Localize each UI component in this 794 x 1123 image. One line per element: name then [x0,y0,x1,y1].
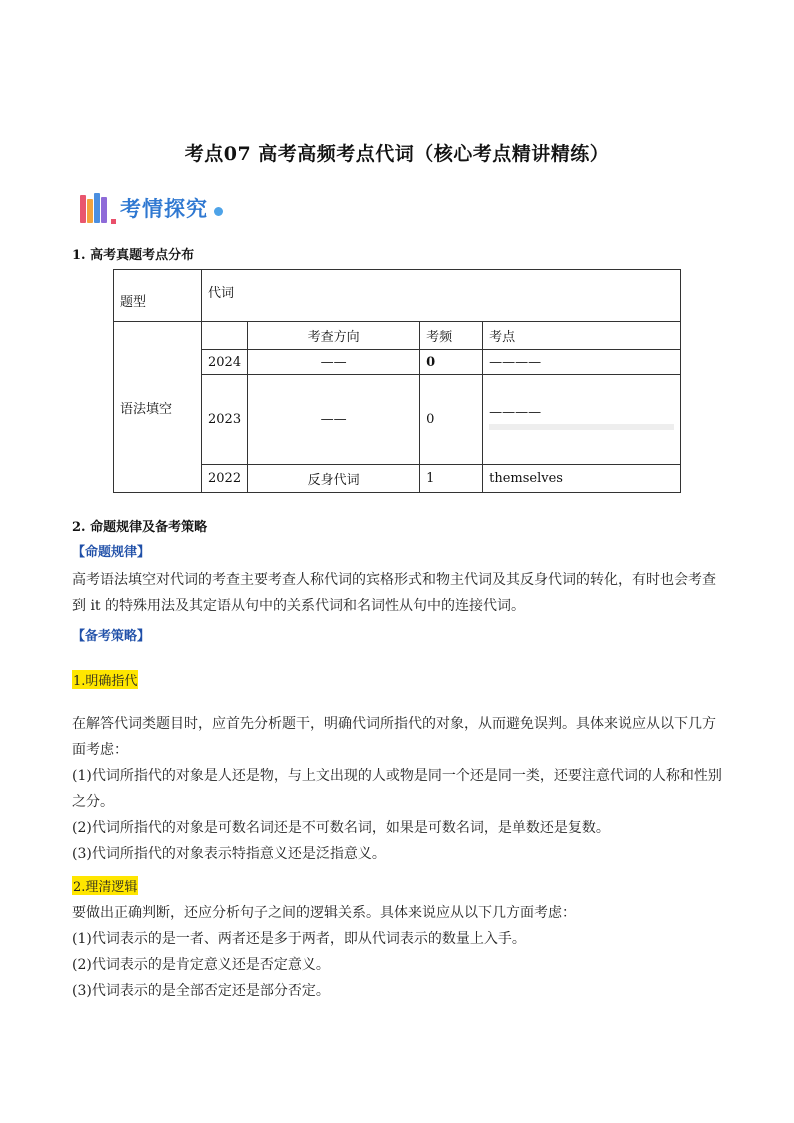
type-value: 代词 [202,270,681,322]
year-cell: 2024 [202,350,248,375]
year-cell: 2023 [202,375,248,465]
point2-body [72,900,726,1004]
frequency-cell: 1 [420,465,483,493]
year-cell: 2022 [202,465,248,493]
point2-title: 2.理清逻辑 [72,876,138,895]
point1-title: 1.明确指代 [72,670,138,689]
point1-line: 之分。 [72,794,114,810]
faint-line [489,424,674,430]
section-banner [80,190,223,226]
direction-cell: —— [248,375,420,465]
dot-icon [111,219,116,224]
direction-cell: —— [248,350,420,375]
banner-title: 考情探究 [120,197,208,221]
point-cell: ———— [483,350,681,375]
point1-line: (2)代词所指代的对象是可数名词还是不可数名词，如果是可数名词，是单数还是复数。 [72,820,610,836]
point2-line: (3)代词表示的是全部否定还是部分否定。 [72,983,330,999]
circle-dot-icon [214,207,223,216]
rule-label: 【命题规律】 [72,545,151,560]
section1-heading: 1. 高考真题考点分布 [72,248,195,263]
point1-line: (3)代词所指代的对象表示特指意义还是泛指意义。 [72,846,386,862]
frequency-cell: 0 [420,375,483,465]
point2-line: (2)代词表示的是肯定意义还是否定意义。 [72,957,330,973]
direction-cell: 反身代词 [248,465,420,493]
section2-heading: 2. 命题规律及备考策略 [72,520,208,535]
col-header-frequency: 考频 [420,322,483,350]
rule-line: 到 it 的特殊用法及其定语从句中的关系代词和名词性从句中的连接代词。 [72,598,526,614]
strategy-label: 【备考策略】 [72,629,151,644]
type-label: 题型 [114,270,202,322]
blank-cell [202,322,248,350]
col-header-point: 考点 [483,322,681,350]
point-cell [483,375,681,465]
rule-text [72,567,726,619]
page-title: 考点07 高考高频考点代词（核心考点精讲精练） [184,143,610,165]
frequency-cell: 0 [420,350,483,375]
col-header-direction: 考查方向 [248,322,420,350]
point1-line: (1)代词所指代的对象是人还是物，与上文出现的人或物是同一个还是同一类，还要注意代词的人称和性别 [72,768,722,784]
point2-line: (1)代词表示的是一者、两者还是多于两者，即从代词表示的数量上入手。 [72,931,526,947]
point2-line: 要做出正确判断，还应分析句子之间的逻辑关系。具体来说应从以下几方面考虑： [72,905,576,921]
category-cell: 语法填空 [114,322,202,493]
exam-distribution-table [113,269,681,493]
point-cell: themselves [483,465,681,493]
point1-body [72,711,726,867]
point1-line: 在解答代词类题目时，应首先分析题干，明确代词所指代的对象，从而避免误判。具体来说应从以下几方 [72,716,716,732]
books-icon [80,193,108,223]
point-text: ———— [489,405,542,420]
rule-line: 高考语法填空对代词的考查主要考查人称代词的宾格形式和物主代词及其反身代词的转化，有时也会考查 [72,572,716,588]
point1-line: 面考虑： [72,742,128,758]
